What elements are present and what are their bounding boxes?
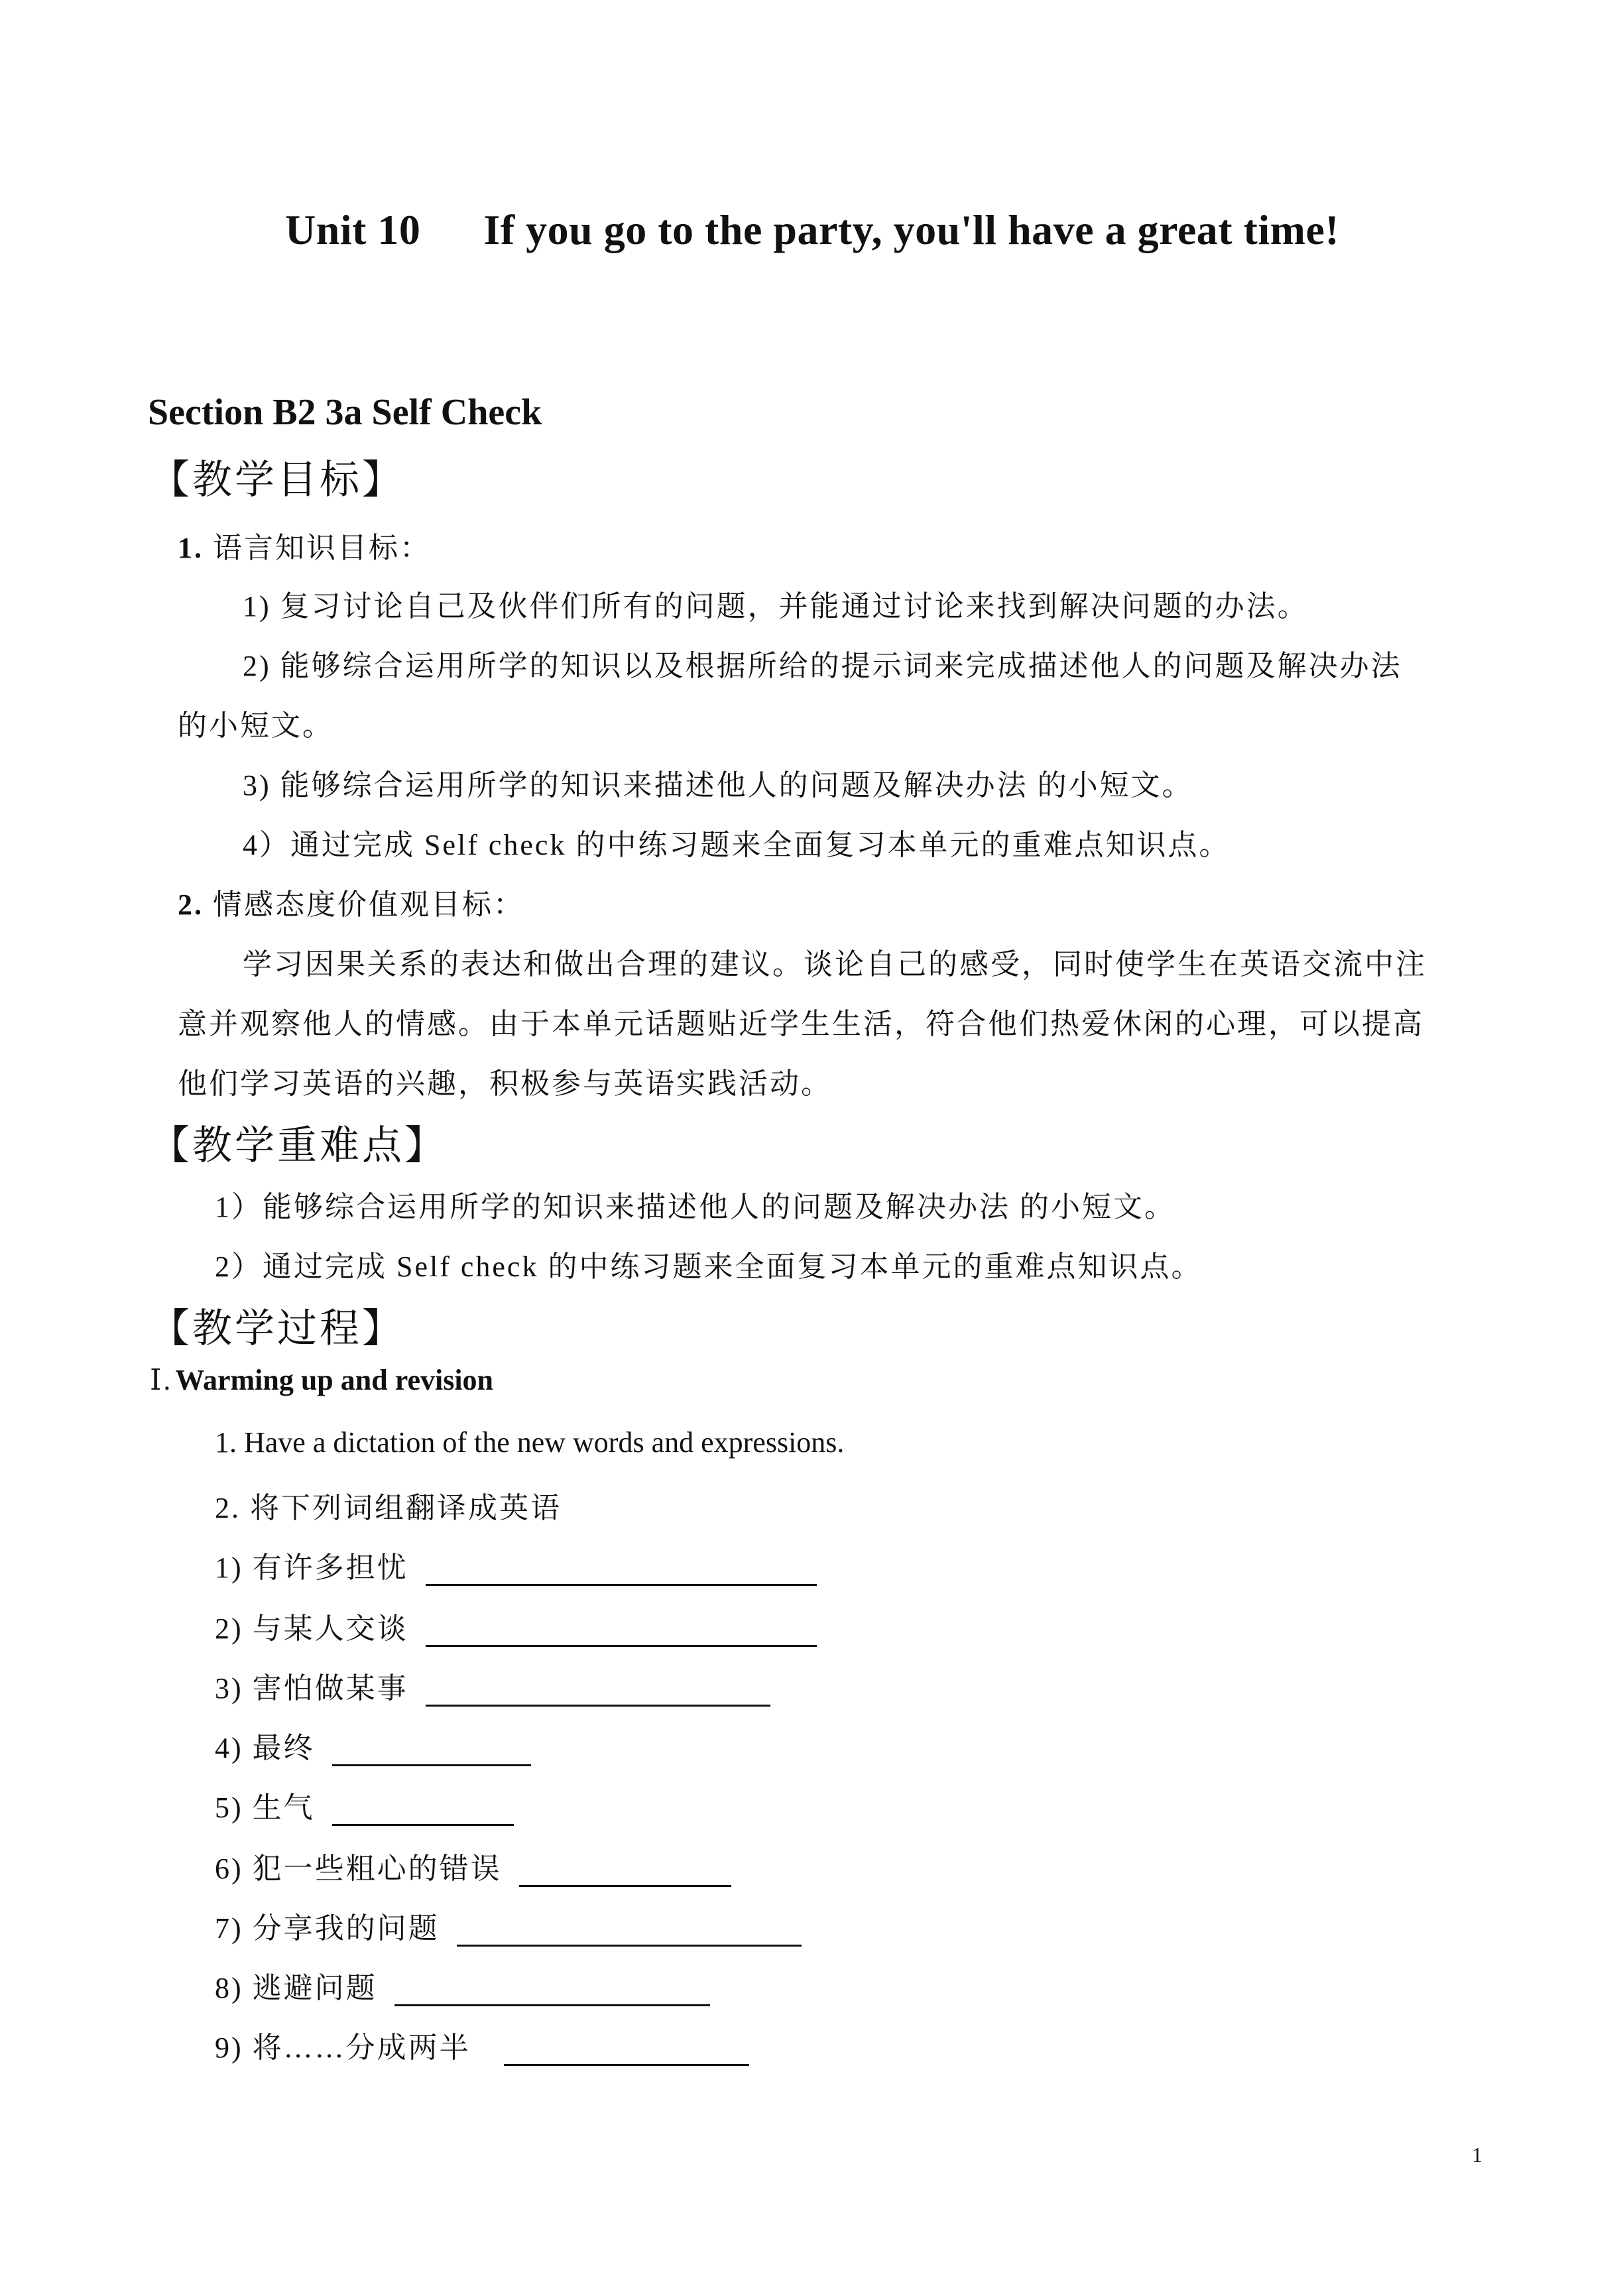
emotion-line-3: 他们学习英语的兴趣，积极参与英语实践活动。: [178, 1067, 832, 1100]
step-roman-numeral: Ⅰ.: [150, 1364, 173, 1396]
page-title: [285, 206, 1339, 255]
emotion-line-2: 意并观察他人的情感。由于本单元话题贴近学生生活，符合他们热爱休闲的心理，可以提高: [178, 1008, 1424, 1040]
objective-emotion-heading: [178, 880, 524, 923]
objective-knowledge-number: 1.: [178, 532, 204, 564]
phrase-text: 3) 害怕做某事: [215, 1672, 408, 1705]
unit-label: Unit 10: [285, 206, 421, 253]
emotion-line-1: 学习因果关系的表达和做出合理的建议。谈论自己的感受，同时使学生在英语交流中注: [243, 948, 1427, 981]
phrase-text: 6) 犯一些粗心的错误: [215, 1852, 502, 1885]
key-point-1: 1）能够综合运用所学的知识来描述他人的问题及解决办法 的小短文。: [215, 1191, 1175, 1223]
section-heading: Section B2 3a Self Check: [148, 392, 542, 433]
phrase-item: [215, 1604, 817, 1647]
answer-blank[interactable]: [394, 1972, 710, 2006]
answer-blank[interactable]: [426, 1613, 817, 1647]
answer-blank[interactable]: [426, 1673, 770, 1707]
task-dictation: 1. Have a dictation of the new words and expressions.: [215, 1426, 845, 1459]
phrase-item: [215, 1783, 514, 1826]
phrase-text: 5) 生气: [215, 1791, 315, 1824]
page-number: 1: [1472, 2143, 1482, 2167]
answer-blank[interactable]: [332, 1792, 514, 1826]
phrase-item: [215, 1964, 710, 2006]
phrase-item: [215, 1543, 817, 1586]
answer-blank[interactable]: [332, 1732, 531, 1766]
unit-title-sentence: If you go to the party, you'll have a great time!: [483, 206, 1340, 253]
answer-blank[interactable]: [426, 1552, 817, 1586]
knowledge-item-2: 2) 能够综合运用所学的知识以及根据所给的提示词来完成描述他人的问题及解决办法: [243, 650, 1402, 682]
phrase-item: [215, 1664, 770, 1707]
step-warming-up: [150, 1363, 493, 1397]
phrase-text: 7) 分享我的问题: [215, 1912, 440, 1945]
task-translate: 2. 将下列词组翻译成英语: [215, 1492, 562, 1524]
phrase-text: 2) 与某人交谈: [215, 1612, 408, 1645]
heading-process: 【教学过程】: [150, 1305, 404, 1352]
phrase-text: 1) 有许多担忧: [215, 1551, 408, 1584]
answer-blank[interactable]: [504, 2032, 749, 2066]
phrase-text: 4) 最终: [215, 1732, 315, 1764]
objective-emotion-number: 2.: [178, 888, 204, 921]
phrase-item: [215, 1724, 531, 1766]
heading-objectives: 【教学目标】: [150, 457, 404, 503]
phrase-item: [215, 2024, 749, 2066]
key-point-2: 2）通过完成 Self check 的中练习题来全面复习本单元的重难点知识点。: [215, 1250, 1203, 1283]
phrase-text: 9) 将……分成两半: [215, 2031, 471, 2064]
objective-knowledge-label: 语言知识目标：: [213, 532, 431, 564]
knowledge-item-1: 1) 复习讨论自己及伙伴们所有的问题，并能通过讨论来找到解决问题的办法。: [243, 590, 1309, 623]
heading-key-points: 【教学重难点】: [150, 1122, 447, 1169]
knowledge-item-4: 4）通过完成 Self check 的中练习题来全面复习本单元的重难点知识点。: [243, 829, 1231, 861]
phrase-item: [215, 1904, 802, 1947]
objective-knowledge-heading: [178, 524, 431, 566]
objective-emotion-label: 情感态度价值观目标：: [213, 888, 524, 921]
phrase-text: 8) 逃避问题: [215, 1972, 377, 2004]
answer-blank[interactable]: [457, 1913, 802, 1947]
phrase-item: [215, 1844, 731, 1887]
step-label: Warming up and revision: [175, 1364, 494, 1396]
knowledge-item-3: 3) 能够综合运用所学的知识来描述他人的问题及解决办法 的小短文。: [243, 769, 1193, 802]
answer-blank[interactable]: [519, 1853, 731, 1887]
knowledge-item-2-cont: 的小短文。: [178, 709, 333, 742]
